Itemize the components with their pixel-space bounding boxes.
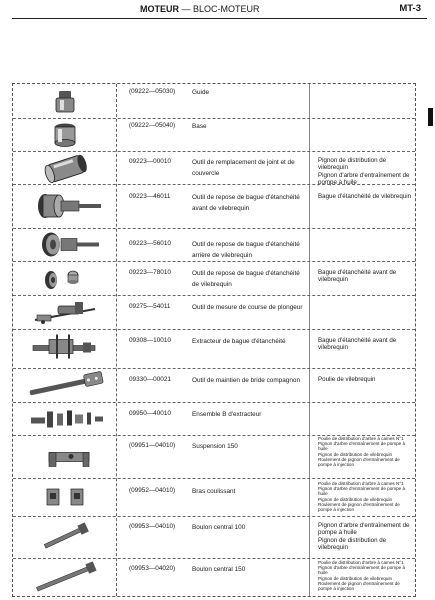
part-number: 09223—46011 [129, 193, 171, 200]
usage-item: Poulie de vilebrequin [318, 376, 376, 383]
part-number: 09223—00010 [129, 158, 171, 165]
page-title [140, 4, 260, 14]
part-number: (09953—04020) [129, 565, 176, 572]
usage-list [318, 269, 414, 284]
usage-item: Bague d'étanchéité avant de vilebrequin [318, 269, 397, 284]
part-number: (09952—04010) [129, 487, 176, 494]
usage-list [318, 560, 414, 591]
puller-set-icon [13, 402, 116, 435]
usage-item: Pignon de distribution de vilebrequin [318, 575, 393, 581]
usage-item: Pignon d'arbre d'entraînement de pompe à huile [318, 171, 410, 187]
part-number: 09223—78010 [129, 269, 171, 276]
seal-replacer-tool-icon [13, 151, 116, 184]
tool-row [13, 295, 417, 329]
usage-item: Pignon d'arbre d'entraînement de pompe à huile [318, 522, 410, 537]
guide-tool-icon [13, 84, 116, 118]
usage-item: Pignon de distribution de vilebrequin [318, 536, 387, 552]
usage-item: Bague d'étanchéité de vilebrequin [318, 193, 412, 200]
special-tools-table [12, 83, 416, 597]
part-number: 09330—00021 [129, 376, 171, 383]
front-oil-seal-replacer-icon [13, 184, 116, 228]
margin-tab-marker [428, 108, 433, 126]
tool-name: Outil de repose de bague d'étanchéité avant de vilebrequin [192, 194, 300, 212]
title-separator: — [181, 4, 191, 14]
tool-row [13, 184, 417, 228]
usage-item: Roulement de pignon d'entraînement de pompe à injection [318, 580, 400, 592]
page-code: MT-3 [399, 3, 421, 14]
plunger-stroke-tool-icon [13, 295, 116, 329]
usage-list [318, 337, 414, 352]
slide-arm-icon [13, 478, 116, 516]
tool-row [13, 435, 417, 478]
tool-name: Ensemble B d'extracteur [192, 411, 262, 418]
part-number: 09308—10010 [129, 337, 171, 344]
part-number: (09222—05030) [129, 88, 176, 95]
usage-item: Pignon de distribution de vilebrequin [318, 451, 393, 457]
subsection-title: BLOC-MOTEUR [193, 4, 260, 14]
center-bolt-150-icon [13, 558, 116, 598]
part-number: (09222—05040) [129, 122, 176, 129]
center-bolt-100-icon [13, 516, 116, 558]
tool-name: Base [192, 123, 207, 130]
tool-row [13, 151, 417, 187]
tool-row [13, 558, 417, 598]
usage-item: Pignon de distribution de vilebrequin [318, 496, 393, 502]
section-title: MOTEUR [140, 4, 179, 14]
oil-seal-replacer-set-icon [13, 261, 116, 295]
part-number: 09275—54011 [129, 303, 171, 310]
part-number: 09223—56010 [129, 240, 171, 247]
tool-name: Outil de maintien de bride compagnon [192, 377, 300, 384]
tool-name: Outil de repose de bague d'étanchéité de vilebrequin [192, 270, 300, 288]
usage-item: Pignon de distribution de vilebrequin [318, 157, 387, 172]
part-number: 09950—40010 [129, 410, 171, 417]
base-tool-icon [13, 118, 116, 151]
tool-row [13, 84, 417, 118]
tool-name: Outil de mesure de course de plongeur [192, 304, 303, 311]
tool-row [13, 402, 417, 435]
usage-list [318, 436, 414, 467]
hanger-150-icon [13, 435, 116, 478]
page-header [0, 0, 435, 20]
tool-row [13, 478, 417, 516]
tool-row [13, 118, 417, 151]
tool-row [13, 329, 417, 368]
tool-name: Suspension 150 [192, 443, 238, 450]
tool-name: Outil de repose de bague d'étanchéité arrière de vilebrequin [192, 241, 300, 259]
usage-item: Poulie de distribution d'arbre à cames N°1 [318, 481, 404, 486]
header-rule [12, 18, 427, 19]
usage-item: Roulement de pignon d'entraînement de pompe à injection [318, 501, 400, 513]
part-number: (09951—04010) [129, 442, 176, 449]
usage-list [318, 193, 414, 200]
tool-row [13, 516, 417, 558]
rear-oil-seal-replacer-icon [13, 228, 116, 261]
usage-item: Pignon d'arbre d'entraînement de pompe à huile [318, 565, 406, 576]
tool-name: Outil de remplacement de joint et de couvercle [192, 159, 295, 177]
tool-row [13, 368, 417, 402]
tool-row [13, 228, 417, 261]
usage-list [318, 522, 414, 552]
part-number: (09953—04010) [129, 523, 176, 530]
oil-seal-puller-icon [13, 329, 116, 368]
usage-item: Poulie de distribution d'arbre à cames N°1 [318, 560, 404, 565]
usage-item: Poulie de distribution d'arbre à cames N°1 [318, 436, 404, 441]
tool-name: Bras coulissant [192, 488, 236, 495]
usage-item: Roulement de pignon d'entraînement de pompe à injection [318, 456, 400, 468]
tool-row [13, 261, 417, 295]
usage-list [318, 157, 414, 187]
tool-name: Guide [192, 89, 210, 96]
tool-name: Boulon central 100 [192, 524, 246, 531]
usage-item: Bague d'étanchéité avant de vilebrequin [318, 337, 397, 352]
usage-item: Pignon d'arbre d'entraînement de pompe à huile [318, 441, 406, 452]
flange-holding-tool-icon [13, 368, 116, 402]
tool-name: Extracteur de bague d'étanchéité [192, 338, 286, 345]
tool-name: Boulon central 150 [192, 566, 246, 573]
usage-list [318, 376, 414, 383]
usage-item: Pignon d'arbre d'entraînement de pompe à huile [318, 486, 406, 497]
usage-list [318, 481, 414, 512]
